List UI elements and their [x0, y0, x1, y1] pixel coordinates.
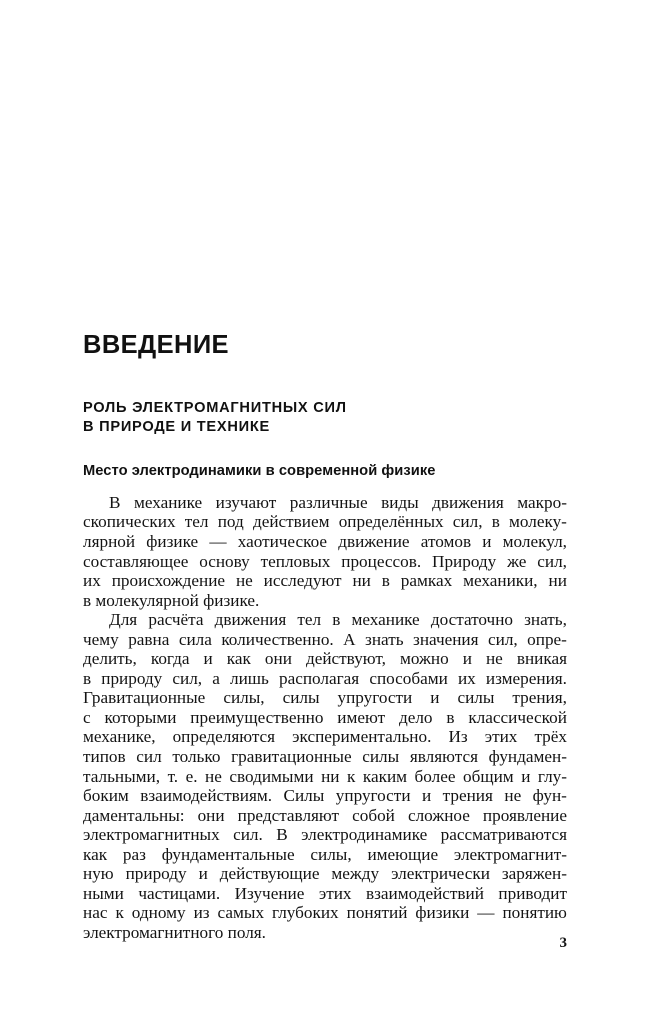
text-word: преимущественно — [190, 707, 324, 727]
text-word: не — [504, 786, 522, 806]
text-word: рассматриваются — [440, 825, 567, 845]
text-word: фундаментальные — [161, 844, 295, 864]
text-word: макро- — [517, 492, 567, 512]
text-word: механике — [133, 492, 203, 512]
text-word: различные — [289, 492, 368, 512]
text-line — [83, 747, 567, 767]
text-word: не — [205, 766, 222, 786]
text-word: между — [331, 864, 380, 884]
text-word: т. — [167, 766, 179, 786]
text-word: ными — [83, 883, 124, 903]
text-word: и — [462, 649, 472, 669]
text-word: они — [264, 649, 292, 669]
text-word: нас — [83, 903, 108, 923]
text-word: физике — [146, 532, 199, 551]
text-word: действием — [252, 512, 330, 532]
text-word: А — [343, 629, 356, 649]
text-word: достаточно — [430, 610, 513, 630]
text-word: когда — [150, 649, 190, 669]
text-word: основу — [199, 551, 250, 571]
text-word: тальными, — [83, 766, 161, 786]
text-word: действуют, — [305, 649, 386, 669]
text-word: имеют — [337, 707, 386, 727]
text-word: этих — [484, 727, 518, 747]
text-word: этих — [318, 883, 352, 903]
text-word: трения — [442, 786, 493, 806]
text-word: их — [83, 571, 101, 591]
text-word: электромагнитных — [83, 825, 220, 845]
text-line — [83, 610, 567, 630]
text-word: глубоких — [272, 903, 339, 923]
text-word: способами — [369, 668, 448, 688]
text-word: механике — [351, 610, 420, 630]
text-word: которыми — [104, 707, 177, 727]
text-word: е. — [185, 766, 198, 786]
text-word: заряжен- — [501, 864, 567, 884]
text-word: сил, — [488, 629, 518, 649]
page-number: 3 — [559, 935, 567, 951]
text-line — [83, 493, 567, 513]
text-word: сил, — [172, 668, 203, 688]
text-word: равна — [128, 629, 170, 649]
text-line — [83, 552, 567, 572]
section-title-line-1: РОЛЬ ЭЛЕКТРОМАГНИТНЫХ СИЛ — [83, 399, 347, 416]
text-word: и — [521, 766, 531, 786]
text-word: трения, — [512, 688, 567, 708]
text-word: ни — [352, 571, 371, 591]
text-word: природу — [125, 864, 187, 884]
section-title — [83, 399, 567, 438]
text-word: происхождение — [111, 571, 226, 591]
text-line — [83, 669, 567, 689]
text-word: общим — [463, 766, 514, 786]
text-word: Гравитационные — [83, 688, 206, 708]
text-word: с — [83, 707, 91, 727]
text-word: действующие — [219, 864, 320, 884]
text-word: скопических — [83, 512, 176, 532]
text-word: силы — [362, 747, 400, 767]
text-line — [83, 512, 567, 532]
text-word: частицами. — [138, 883, 221, 903]
text-word: определённых — [338, 512, 444, 532]
text-word: определяются — [172, 727, 276, 747]
text-word: располагая — [278, 668, 360, 688]
text-word: электрически — [391, 864, 490, 884]
text-word: — — [209, 532, 227, 551]
text-word: как — [226, 649, 251, 669]
text-word: ни — [321, 766, 340, 786]
text-word: сила — [178, 629, 212, 649]
text-word: знать — [365, 629, 404, 649]
text-word: электромагнит- — [453, 844, 567, 864]
text-word: движение — [338, 532, 410, 551]
text-word: фун- — [532, 786, 567, 806]
text-word: расчёта — [148, 610, 204, 630]
text-word: не — [235, 571, 253, 591]
text-line: в молекулярной физике. — [83, 590, 260, 610]
text-word: фундамен- — [488, 747, 567, 767]
text-word: взаимодействий — [366, 883, 484, 903]
text-line — [83, 903, 567, 923]
text-word: а — [212, 668, 220, 688]
text-line — [83, 767, 567, 787]
text-word: экспериментально. — [292, 727, 432, 747]
text-word: в — [381, 571, 390, 591]
text-word: в — [332, 610, 341, 630]
text-word: более — [414, 766, 456, 786]
text-word: проявление — [482, 805, 567, 825]
text-line — [83, 845, 567, 865]
paragraph-1 — [83, 493, 567, 610]
text-word: их — [457, 668, 476, 688]
text-word: трёх — [534, 727, 567, 747]
text-word: классической — [468, 707, 567, 727]
text-word: каким — [362, 766, 408, 786]
text-word: имеющие — [367, 844, 439, 864]
text-word: — — [477, 903, 495, 923]
text-word: Для — [109, 610, 138, 630]
text-word: раз — [122, 844, 146, 864]
text-word: В — [276, 825, 288, 845]
text-line — [83, 708, 567, 728]
text-word: упругости — [335, 786, 411, 806]
text-word: не — [485, 649, 503, 669]
text-line — [83, 630, 567, 650]
text-word: упругости — [337, 688, 413, 708]
text-word: они — [197, 805, 225, 825]
text-word: ную — [83, 864, 114, 884]
text-word: лишь — [230, 668, 269, 688]
text-word: тел — [184, 512, 209, 532]
text-word: боким — [83, 786, 129, 806]
text-word: сил — [136, 747, 162, 767]
text-word: процессов. — [341, 551, 422, 571]
text-word: В — [109, 492, 121, 512]
text-word: и — [203, 649, 213, 669]
text-word: сводимыми — [229, 766, 314, 786]
paragraph-2 — [83, 610, 567, 942]
text-word: виды — [381, 492, 419, 512]
text-word: и — [198, 864, 208, 884]
text-word: знать, — [524, 610, 567, 630]
text-word: количественно. — [221, 629, 334, 649]
text-word: типов — [83, 747, 126, 767]
text-word: понятию — [502, 903, 567, 923]
text-line — [83, 864, 567, 884]
text-word: тел — [297, 610, 322, 630]
text-word: самых — [217, 903, 265, 923]
text-word: измерения. — [485, 668, 567, 688]
text-word: силы — [282, 688, 320, 708]
text-word: движения — [214, 610, 287, 630]
text-word: и — [430, 688, 440, 708]
text-word: изучают — [215, 492, 277, 512]
text-line — [83, 806, 567, 826]
text-word: глу- — [537, 766, 567, 786]
text-word: атомов — [420, 532, 472, 551]
chapter-title: ВВЕДЕНИЕ — [83, 331, 229, 359]
text-word: механике, — [83, 727, 156, 747]
text-word: даментальны: — [83, 805, 185, 825]
text-word: составляющее — [83, 551, 189, 571]
text-line: электромагнитного поля. — [83, 922, 266, 942]
text-word: механики, — [463, 571, 538, 591]
text-word: движения — [432, 492, 504, 512]
text-word: в — [83, 668, 92, 688]
text-word: являются — [409, 747, 478, 767]
text-word: сил, — [452, 512, 483, 532]
section-title-line-2: В ПРИРОДЕ И ТЕХНИКЕ — [83, 419, 271, 436]
subsection-title: Место электродинамики в современной физике — [83, 463, 436, 480]
text-word: Изучение — [234, 883, 305, 903]
text-word: молекул, — [502, 532, 567, 551]
text-word: представляют — [237, 805, 340, 825]
text-word: под — [217, 512, 244, 532]
text-word: ни — [548, 571, 567, 591]
text-word: физики — [415, 903, 470, 923]
text-word: сложное — [407, 805, 470, 825]
text-word: исследуют — [263, 571, 342, 591]
text-word: как — [83, 844, 108, 864]
text-line — [83, 688, 567, 708]
text-word: чему — [83, 629, 119, 649]
text-word: к — [347, 766, 356, 786]
text-word: в — [446, 707, 455, 727]
text-word: природу — [101, 668, 163, 688]
text-word: к — [115, 903, 124, 923]
text-word: одному — [131, 903, 186, 923]
text-word: из — [193, 903, 210, 923]
text-word: электродинамике — [301, 825, 428, 845]
text-word: Природу — [432, 551, 497, 571]
text-word: гравитационные — [231, 747, 352, 767]
text-word: можно — [399, 649, 449, 669]
text-word: делить, — [83, 649, 137, 669]
text-word: дело — [398, 707, 433, 727]
text-word: только — [172, 747, 221, 767]
text-word: силы — [457, 688, 495, 708]
text-word: и — [421, 786, 432, 806]
text-word: Силы — [283, 786, 325, 806]
text-word: приводит — [498, 883, 567, 903]
text-line — [83, 825, 567, 845]
text-word: собой — [352, 805, 395, 825]
text-word: опре- — [527, 629, 567, 649]
text-word: же — [507, 551, 527, 571]
text-word: силы, — [223, 688, 265, 708]
text-word: значения — [413, 629, 479, 649]
text-word: сил, — [537, 551, 567, 571]
text-line — [83, 727, 567, 747]
text-word: в — [491, 512, 500, 532]
text-word: взаимодействиям. — [140, 786, 273, 806]
text-line — [83, 786, 567, 806]
text-word: рамках — [400, 571, 453, 591]
text-word: Из — [448, 727, 468, 747]
text-word: и — [482, 532, 492, 551]
text-line — [83, 649, 567, 669]
text-word: молеку- — [509, 512, 567, 532]
body-text — [83, 493, 567, 943]
text-line — [83, 532, 567, 552]
text-word: лярной — [83, 532, 136, 551]
text-line — [83, 884, 567, 904]
text-word: хаотическое — [237, 532, 328, 551]
page-content — [83, 332, 567, 942]
text-word: вникая — [516, 649, 567, 669]
text-word: понятий — [346, 903, 408, 923]
text-word: тепловых — [260, 551, 331, 571]
text-word: сил. — [233, 825, 263, 845]
text-word: силы, — [310, 844, 352, 864]
text-line — [83, 571, 567, 591]
